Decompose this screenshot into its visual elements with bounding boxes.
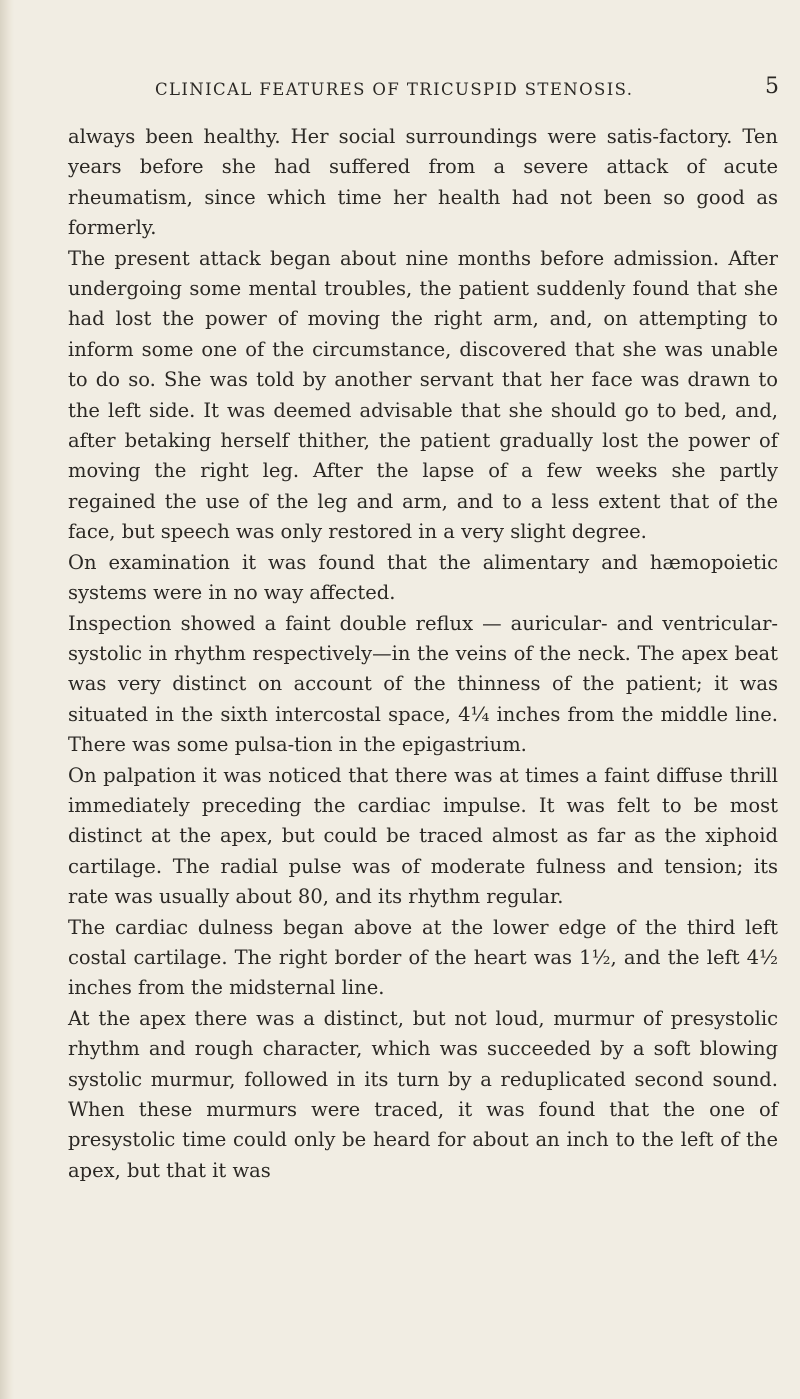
paragraph-6: The cardiac dulness began above at the lower edge of the third left costal cartilage. The right border of the heart was 1½, and the left 4½ inches from the midsternal line.: [68, 915, 778, 1000]
paragraph-7: At the apex there was a distinct, but not loud, murmur of presystolic rhythm and rough character, which was succeeded by a soft blowing systolic murmur, followed in its turn by a reduplicated second sound. When these murmurs were traced, it was found that the one of presystolic time could only be heard for about an inch to the left of the apex, but that it was: [68, 1006, 778, 1182]
running-title: CLINICAL FEATURES OF TRICUSPID STENOSIS.: [155, 80, 634, 99]
page-header: [0, 74, 800, 108]
paragraph-3: On examination it was found that the alimentary and hæmopoietic systems were in no way affected.: [68, 550, 778, 605]
body-text: [68, 122, 778, 1186]
paragraph-4: Inspection showed a faint double reflux — auricular- and ventricular-systolic in rhythm respectively—in the veins of the neck. The apex beat was very distinct on account of the thinness of the patient; it was situated in the sixth intercostal space, 4¼ inches from the middle line. There was some pulsa-tion in the epigastrium.: [68, 611, 778, 757]
paragraph-2: The present attack began about nine months before admission. After undergoing some mental troubles, the patient suddenly found that she had lost the power of moving the right arm, and, on attempting to inform some one of the circumstance, discovered that she was unable to do so. She was told by another servant that her face was drawn to the left side. It was deemed advisable that she should go to bed, and, after betaking herself thither, the patient gradually lost the power of moving the right leg. After the lapse of a few weeks she partly regained the use of the leg and arm, and to a less extent that of the face, but speech was only restored in a very slight degree.: [68, 246, 778, 544]
page-edge-shadow: [0, 0, 14, 1399]
paragraph-5: On palpation it was noticed that there was at times a faint diffuse thrill immediately preceding the cardiac impulse. It was felt to be most distinct at the apex, but could be traced almost as far as the xiphoid cartilage. The radial pulse was of moderate fulness and tension; its rate was usually about 80, and its rhythm regular.: [68, 763, 778, 909]
paragraph-1: always been healthy. Her social surroundings were satis-factory. Ten years before she had suffered from a severe attack of acute rheumatism, since which time her health had not been so good as formerly.: [68, 125, 778, 240]
page-number: 5: [765, 74, 779, 99]
